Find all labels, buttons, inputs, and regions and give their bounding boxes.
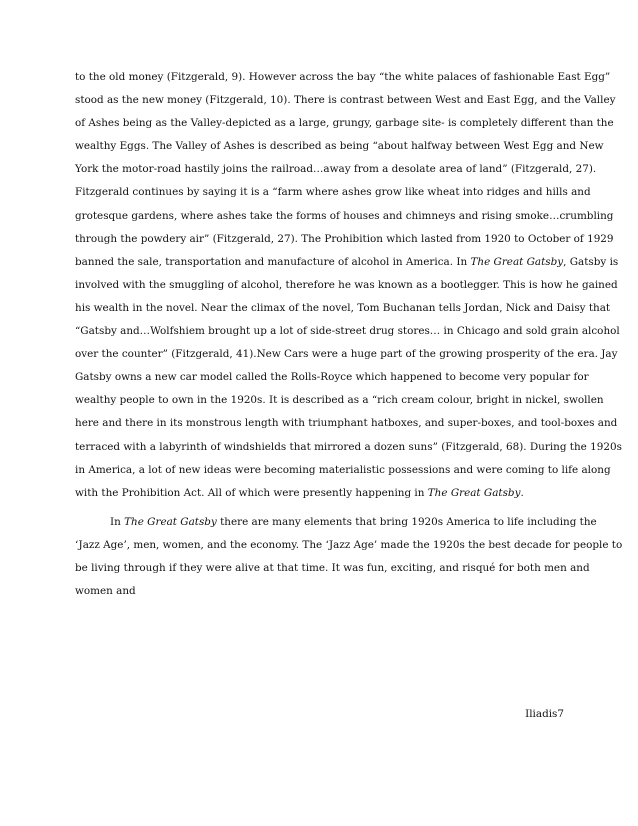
text-line: stood as the new money (Fitzgerald, 10). There is contrast between West and East Egg, and the Valley — [75, 94, 616, 107]
text-line: be living through if they were alive at that time. It was fun, exciting, and risqué for both men and — [75, 561, 590, 574]
text-line: over the counter” (Fitzgerald, 41).New Cars were a huge part of the growing prosperity of the era. Jay — [75, 348, 618, 361]
text-line: wealthy people to own in the 1920s. It is described as a “rich cream colour, bright in nickel, swollen — [75, 394, 604, 407]
book-title: The Great Gatsby — [470, 255, 564, 268]
text-line: ‘Jazz Age’, men, women, and the economy. The ‘Jazz Age’ made the 1920s the best decade for people to — [75, 538, 623, 551]
text-line: to the old money (Fitzgerald, 9). However across the bay “the white palaces of fashionable East Egg” — [75, 71, 611, 83]
text-line — [75, 251, 619, 274]
text-line: “Gatsby and…Wolfshiem brought up a lot of side-street drug stores… in Chicago and sold grain alcohol — [75, 325, 620, 338]
text-line: York the motor-road hastily joins the railroad…away from a desolate area of land” (Fitzgerald, 27). — [75, 163, 597, 176]
text-segment: there are many elements that bring 1920s America to life including the — [216, 515, 597, 528]
text-line: of Ashes being as the Valley-depicted as a large, grungy, garbage site- is completely different than the — [75, 117, 614, 130]
text-line: through the powdery air” (Fitzgerald, 27). The Prohibition which lasted from 1920 to October of 1929 — [75, 232, 614, 245]
text-line: involved with the smuggling of alcohol, therefore he was known as a bootlegger. This is how he gained — [75, 278, 618, 291]
text-segment: with the Prohibition Act. All of which were presently happening in — [75, 486, 428, 499]
text-segment: . — [520, 486, 524, 499]
text-segment: banned the sale, transportation and manufacture of alcohol in America. In — [75, 255, 471, 268]
text-line — [75, 482, 575, 505]
text-line: grotesque gardens, where ashes take the forms of houses and chimneys and rising smoke…crumbling — [75, 209, 614, 222]
text-line: terraced with a labyrinth of windshields that mirrored a dozen suns” (Fitzgerald, 68). During the 1920s — [75, 440, 622, 453]
page-number: Iliadis7 — [525, 708, 564, 720]
book-title: The Great Gatsby — [124, 515, 217, 528]
paragraph-1 — [75, 66, 622, 505]
text-segment: , Gatsby is — [563, 255, 619, 268]
text-line: Gatsby owns a new car model called the Rolls-Royce which happened to become very popular for — [75, 371, 589, 384]
book-title: The Great Gatsby — [427, 486, 521, 499]
text-segment: In — [110, 515, 125, 528]
text-line: Fitzgerald continues by saying it is a “farm where ashes grow like wheat into ridges and hills and — [75, 186, 591, 199]
text-line: wealthy Eggs. The Valley of Ashes is described as being “about halfway between West Egg and New — [75, 140, 604, 153]
text-line: women and — [75, 585, 136, 598]
body-text — [75, 66, 623, 603]
text-line: in America, a lot of new ideas were becoming materialistic possessions and were coming to life along — [75, 463, 611, 476]
text-line: his wealth in the novel. Near the climax of the novel, Tom Buchanan tells Jordan, Nick and Daisy that — [75, 301, 611, 314]
text-line — [75, 511, 597, 534]
paragraph-2 — [75, 511, 623, 603]
text-line: here and there in its monstrous length with triumphant hatboxes, and super-boxes, and tool-boxes and — [75, 417, 618, 430]
